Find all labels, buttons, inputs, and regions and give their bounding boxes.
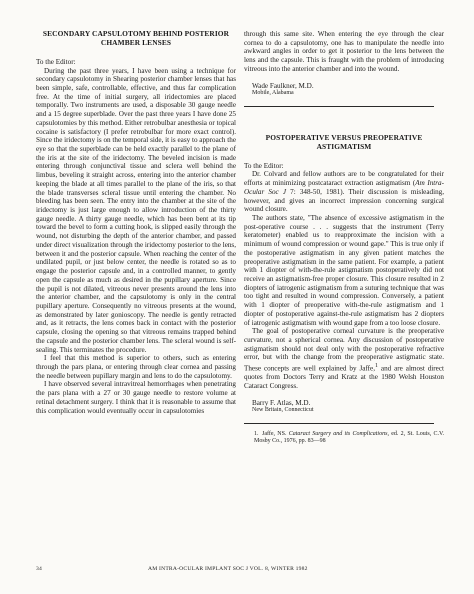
author-name: Wade Faulkner, M.D. — [252, 81, 314, 90]
body-paragraph: I feel that this method is superior to others, such as entering through the pars plana, or entering through clear cornea and passing the needle between pupillary margin and lens to do the capsulotomy. — [36, 354, 236, 380]
author-location: Mobile, Alabama — [252, 90, 294, 97]
footnote-divider — [244, 423, 434, 424]
salutation: To the Editor: — [36, 57, 76, 66]
left-column — [36, 30, 236, 415]
article-title-astigmatism: POSTOPERATIVE VERSUS PREOPERATIVE ASTIGMATISM — [265, 132, 423, 151]
continuation-paragraph: through this same site. When entering the eye through the clear cornea to do a capsulotomy, one has to manipulate the needle into awkward angles in order to get it posterior to the lens between the lens and the capsule. This is fraught with the problem of introducing vitreous into the anterior chamber and into the wound. — [244, 30, 444, 73]
journal-citation: Am Intra-Ocular Soc J — [244, 179, 444, 196]
author-location: New Britain, Connecticut — [252, 407, 314, 414]
author-name: Barry F. Atlas, M.D. — [252, 398, 311, 407]
body-paragraph: The authors state, "The absence of excessive astigmatism in the post-operative course . . . suggests that the instrument (Terry keratometer) enabled us to reapproximate the incision with a minimum of wound compression or wound gape." This is true only if the postoperative astigmatism in any given patient matches the preoperative astigmatism in the same patient. For example, a patient with 1 diopter of with-the-rule astigmatism postoperatively did not receive an astigmatism-free proper closure. This closure resulted in 2 diopters of iatrogenic astigmatism from a suturing technique that was too tight and resulted in wound compression. Conversely, a patient with 1 diopter of preoperative with-the-rule astigmatism and 1 diopter of postoperative against-the-rule astigmatism has 2 diopters of iatrogenic astigmatism with wound gape from a too loose closure. — [244, 213, 444, 327]
footnote-number: 1. — [254, 430, 259, 437]
running-head: AM INTRA-OCULAR IMPLANT SOC J VOL. 8, WINTER 1982 — [148, 566, 308, 572]
book-title: Cataract Surgery and its Complications, — [288, 430, 389, 437]
body-paragraph: The goal of postoperative corneal curvature is the preoperative curvature, not a spherical cornea. Any discussion of postoperative astigmatism should not deal only with the postoperative refractive error, but with the change from the preoperative astigmatic state. These concepts are well explained by Jaffe,$^1$ and are almost direct quotes from Doctors Terry and Kratz at the 1980 Welsh Houston Cataract Congress. — [244, 327, 444, 390]
article-title-capsulotomy: SECONDARY CAPSULOTOMY BEHIND POSTERIOR CHAMBER LENSES — [42, 29, 230, 47]
section-divider — [244, 106, 434, 107]
body-paragraph: During the past three years, I have been using a technique for secondary capsulotomy in Shearing posterior chamber lenses that has been simple, safe, controllable, effective, and thus far complication free. At the time of initial surgery, all iridectomies are placed temporally. Two instruments are used, a disposable 30 gauge needle and a 15 degree superblade. Over the past three years I have done 25 capsulotomies by this method. Either retrobulbar anesthesia or topical cocaine is satisfactory (I prefer retrobulbar for more exact control). Since the iridectomy is on the temporal side, it is easy to approach the eye so that the superblade can be held exactly parallel to the plane of the iris at the site of the iridectomy. The beveled incision is made entering through conjunctival tissue and sclera well behind the limbus, beveling it straight across, entering into the anterior chamber keeping the blade at all times parallel to the plane of the iris, so that the blade transverses scleral tissue until entering the chamber. No bleeding has been seen. The entry into the chamber at the site of the iridectomy is just large enough to allow introduction of the thirty gauge needle. A thirty gauge needle, which has been bent at its tip toward the bevel to form a cutting hook, is slipped easily through the wound, not disturbing the depth of the anterior chamber, and passed under direct visualization through the iridectomy posterior to the lens, between it and the posterior capsule. When reaching the center of the undilated pupil, or just below center, the needle is rotated so as to engage the posterior capsule and, in a controlled manner, to gently open the capsule as much as desired in the pupillary aperture. Since the pupil is not dilated, vitreous never presents around the lens into the anterior chamber, and the capsulotomy is only in the central pupillary aperture. Consequently no vitreous presents at the wound, as demonstrated by later gonioscopy. The needle is gently retracted and, as it retracts, the lens comes back in contact with the posterior capsule, closing the opening so that vitreous remains trapped behind the capsule and the posterior chamber lens. The scleral wound is self-sealing. This terminates the procedure. — [36, 66, 236, 354]
reference-marker: 1 — [375, 363, 378, 370]
page-number: 34 — [36, 566, 42, 572]
body-paragraph: Dr. Colvard and fellow authors are to be congratulated for their efforts at minimizing postcataract extraction astigmatism (Am Intra-Ocular Soc J 7: 348-50, 1981). Their discussion is misleading, however, and gives an incorrect impression concerning surgical wound closure. — [244, 170, 444, 214]
salutation: To the Editor: — [244, 161, 284, 170]
footnote: 1. Jaffe, NS. Cataract Surgery and its Complications, ed. 2, St. Louis, C.V. Mosby Co., 1976, pp. 83—98 — [244, 431, 444, 446]
body-paragraph: I have observed several intravitreal hemorrhages when penetrating the pars plana with a 27 or 30 gauge needle to restore volume at retinal detachment surgery. I think that it is reasonable to assume that this complication would eventually occur in capsulotomies — [36, 380, 236, 415]
signature-block — [244, 82, 444, 98]
signature-block — [244, 399, 444, 415]
right-column — [244, 30, 444, 446]
